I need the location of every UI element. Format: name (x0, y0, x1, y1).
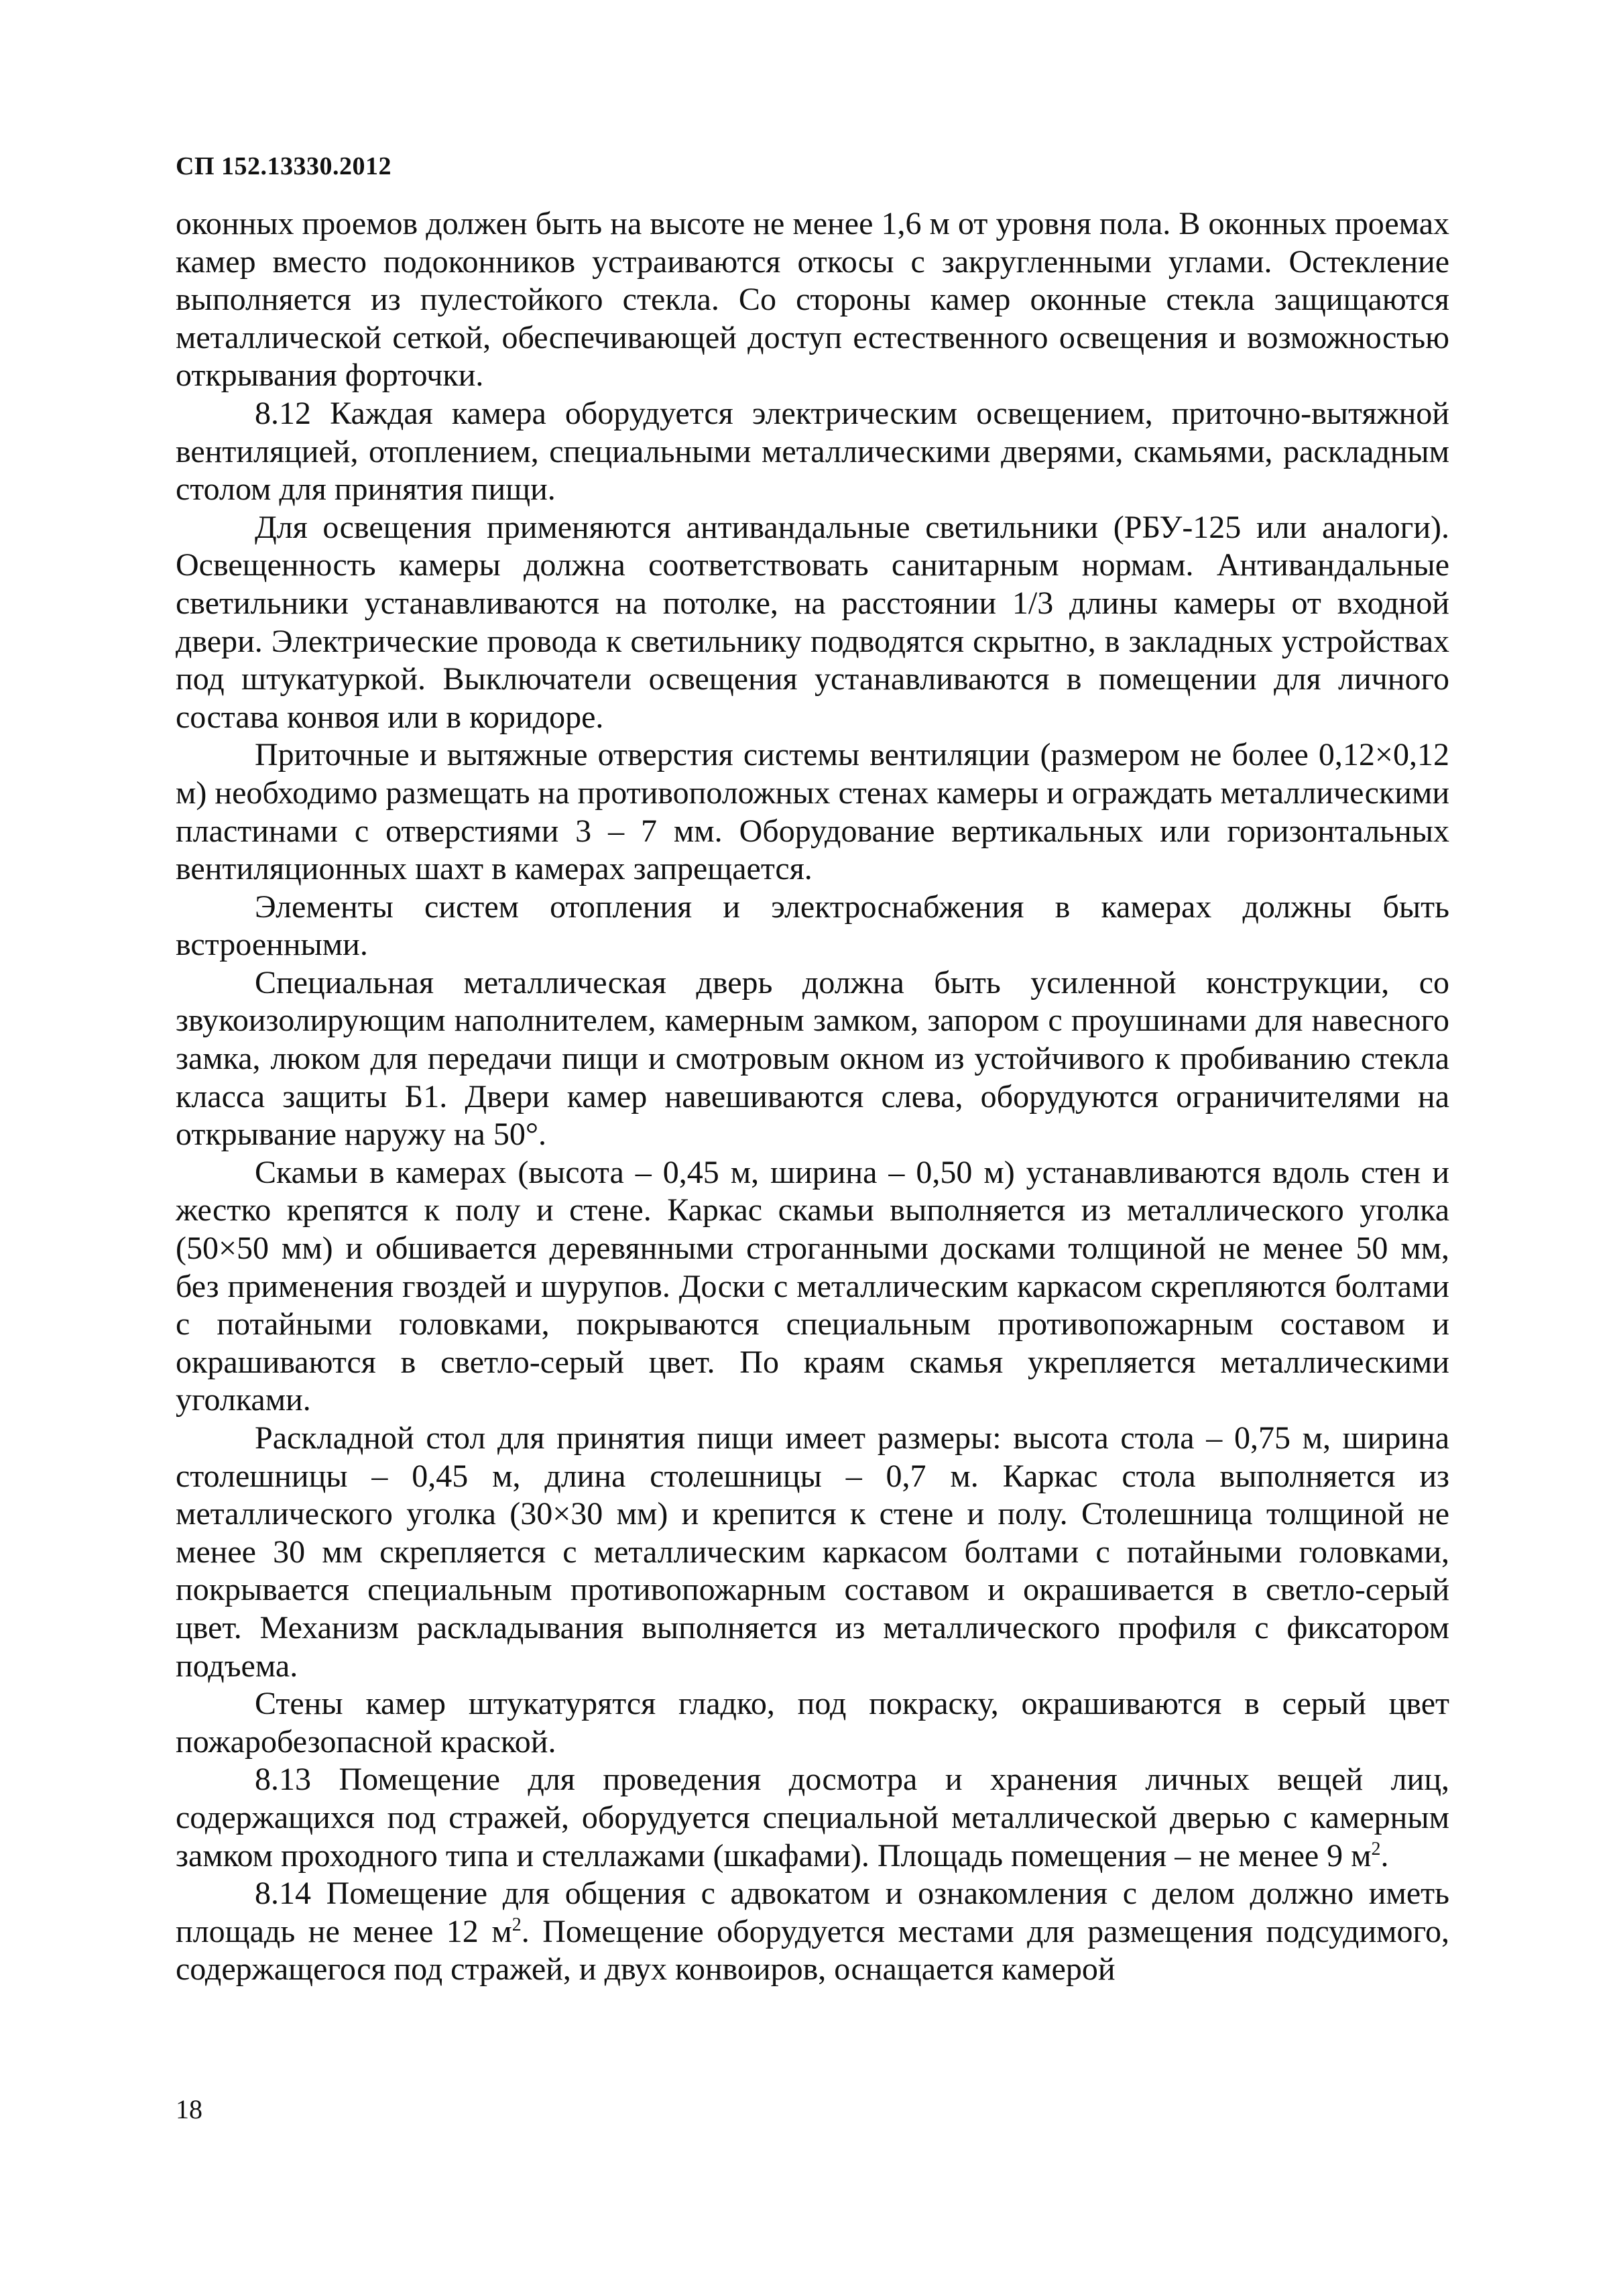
paragraph-8-12: 8.12 Каждая камера оборудуется электрическим освещением, приточно-вытяжной вентиляцией, отоплением, специальными металлическими дверями, скамьями, раскладным столом для принятия пищи. (176, 395, 1449, 508)
paragraph-window-continuation: оконных проемов должен быть на высоте не менее 1,6 м от уровня пола. В оконных проемах камер вместо подоконников устраиваются откосы с закругленными углами. Остекление выполняется из пулестойкого стекла. Со стороны камер оконные стекла защищаются металлической сеткой, обеспечивающей доступ естественного освещения и возможностью открывания форточки. (176, 206, 1449, 394)
paragraph-ventilation: Приточные и вытяжные отверстия системы вентиляции (размером не более 0,12×0,12 м) необходимо размещать на противоположных стенах камеры и ограждать металлическими пластинами с отверстиями 3 – 7 мм. Оборудование вертикальных или горизонтальных вентиляционных шахт в камерах запрещается. (176, 737, 1449, 887)
document-body (176, 205, 1449, 1989)
page-number: 18 (176, 2094, 202, 2124)
paragraph-8-14-text: 8.14 Помещение для общения с адвокатом и ознакомления с делом должно иметь площадь не менее 12 м (176, 1876, 1449, 1949)
paragraph-8-14 (176, 1875, 1449, 1989)
superscript-2: 2 (512, 1914, 522, 1935)
paragraph-heating: Элементы систем отопления и электроснабжения в камерах должны быть встроенными. (176, 888, 1449, 963)
paragraph-benches: Скамьи в камерах (высота – 0,45 м, ширина – 0,50 м) устанавливаются вдоль стен и жестко крепятся к полу и стене. Каркас скамьи выполняется из металлического уголка (50×50 мм) и обшивается деревянными строганными досками толщиной не менее 50 мм, без применения гвоздей и шурупов. Доски с металлическим каркасом скрепляются болтами с потайными головками, покрываются специальным противопожарным составом и окрашиваются в светло-серый цвет. По краям скамья укрепляется металлическими уголками. (176, 1154, 1449, 1418)
paragraph-metal-door: Специальная металлическая дверь должна быть усиленной конструкции, со звукоизолирующим наполнителем, камерным замком, запором с проушинами для навесного замка, люком для передачи пищи и смотровым окном из устойчивого к пробиванию стекла класса защиты Б1. Двери камер навешиваются слева, оборудуются ограничителями на открывание наружу на 50°. (176, 964, 1449, 1153)
paragraph-8-14-end: . Помещение оборудуется местами для размещения подсудимого, содержащегося под стражей, и двух конвоиров, оснащается камерой (176, 1913, 1450, 1988)
paragraph-walls: Стены камер штукатурятся гладко, под покраску, окрашиваются в серый цвет пожаробезопасной краской. (176, 1686, 1449, 1760)
paragraph-8-13-end: . (1380, 1837, 1389, 1874)
paragraph-lighting: Для освещения применяются антивандальные светильники (РБУ-125 или аналоги). Освещенность камеры должна соответствовать санитарным нормам. Антивандальные светильники устанавливаются на потолке, на расстоянии 1/3 длины камеры от входной двери. Электрические провода к светильнику подводятся скрытно, в закладных устройствах под штукатуркой. Выключатели освещения устанавливаются в помещении для личного состава конвоя или в коридоре. (176, 509, 1449, 735)
paragraph-8-13 (176, 1761, 1449, 1875)
superscript-2: 2 (1371, 1838, 1381, 1859)
document-code-header: СП 152.13330.2012 (176, 152, 392, 180)
paragraph-8-13-text: 8.13 Помещение для проведения досмотра и хранения личных вещей лиц, содержащихся под стражей, оборудуется специальной металлической дверью с камерным замком проходного типа и стеллажами (шкафами). Площадь помещения – не менее 9 м (176, 1762, 1449, 1874)
paragraph-folding-table: Раскладной стол для принятия пищи имеет размеры: высота стола – 0,75 м, ширина столешницы – 0,45 м, длина столешницы – 0,7 м. Каркас стола выполняется из металлического уголка (30×30 мм) и крепится к стене и полу. Столешница толщиной не менее 30 мм скрепляется с металлическим каркасом болтами с потайными головками, покрывается специальным противопожарным составом и окрашивается в светло-серый цвет. Механизм раскладывания выполняется из металлического профиля с фиксатором подъема. (176, 1420, 1449, 1684)
